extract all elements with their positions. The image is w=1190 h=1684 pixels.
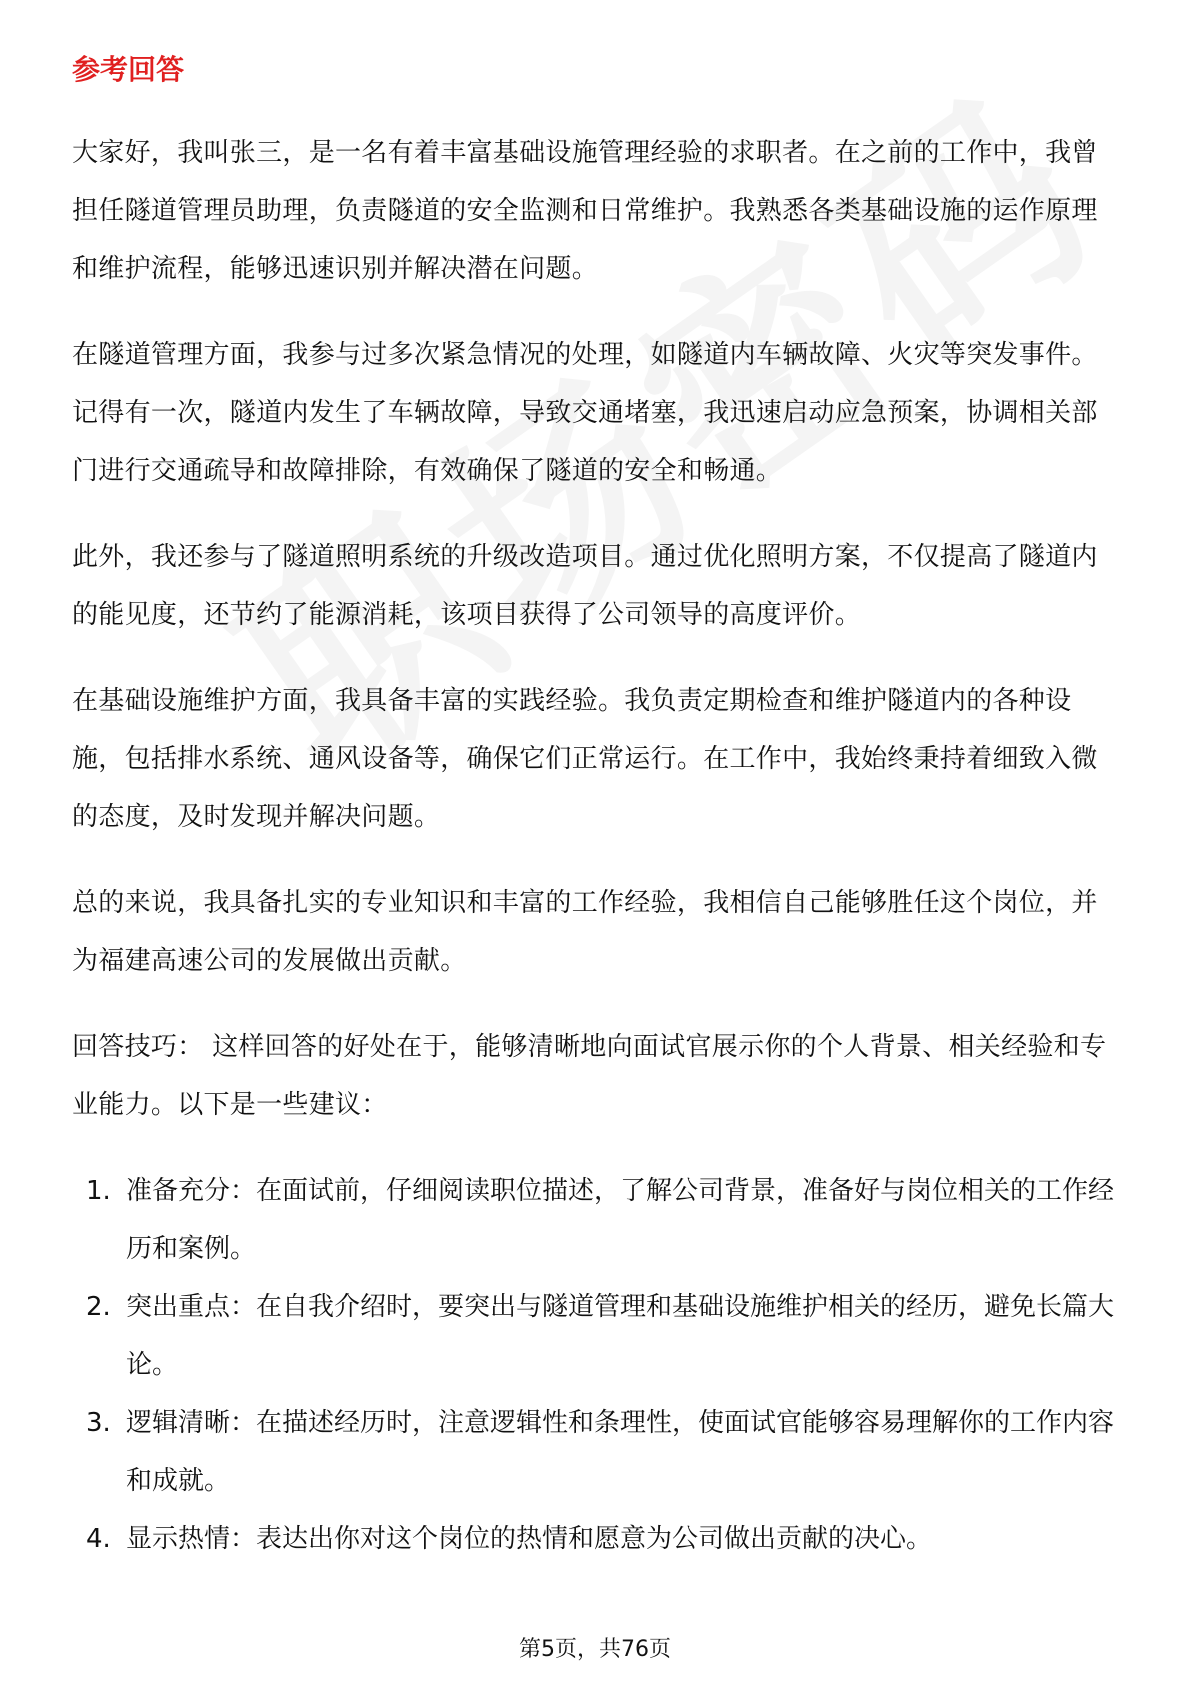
section-heading: 参考回答	[72, 53, 185, 86]
list-item	[72, 1510, 1122, 1568]
page-number-footer: 第5页，共76页	[519, 1637, 671, 1662]
list-item-number: 4.	[86, 1524, 111, 1554]
list-item	[72, 1394, 1122, 1510]
list-item-text: 显示热情：表达出你对这个岗位的热情和愿意为公司做出贡献的决心。	[126, 1524, 933, 1554]
paragraph-lighting-project: 此外，我还参与了隧道照明系统的升级改造项目。通过优化照明方案，不仅提高了隧道内的能见度，还节约了能源消耗，该项目获得了公司领导的高度评价。	[72, 542, 1098, 630]
list-item-text: 准备充分：在面试前，仔细阅读职位描述，了解公司背景，准备好与岗位相关的工作经历和案例。	[126, 1176, 1115, 1264]
paragraph-intro: 大家好，我叫张三，是一名有着丰富基础设施管理经验的求职者。在之前的工作中，我曾担任隧道管理员助理，负责隧道的安全监测和日常维护。我熟悉各类基础设施的运作原理和维护流程，能够迅速识别并解决潜在问题。	[72, 138, 1098, 284]
page-content	[72, 50, 1122, 1568]
list-item	[72, 1278, 1122, 1394]
list-item-number: 2.	[86, 1292, 111, 1322]
tips-list	[72, 1162, 1122, 1568]
list-item	[72, 1162, 1122, 1278]
list-item-text: 突出重点：在自我介绍时，要突出与隧道管理和基础设施维护相关的经历，避免长篇大论。	[126, 1292, 1115, 1380]
list-item-number: 3.	[86, 1408, 111, 1438]
paragraph-summary: 总的来说，我具备扎实的专业知识和丰富的工作经验，我相信自己能够胜任这个岗位，并为福建高速公司的发展做出贡献。	[72, 888, 1098, 976]
paragraph-answer-tips: 回答技巧： 这样回答的好处在于，能够清晰地向面试官展示你的个人背景、相关经验和专业能力。以下是一些建议：	[72, 1032, 1107, 1120]
paragraph-tunnel-management: 在隧道管理方面，我参与过多次紧急情况的处理，如隧道内车辆故障、火灾等突发事件。记得有一次，隧道内发生了车辆故障，导致交通堵塞，我迅速启动应急预案，协调相关部门进行交通疏导和故障排除，有效确保了隧道的安全和畅通。	[72, 340, 1098, 486]
list-item-number: 1.	[86, 1176, 111, 1206]
paragraph-maintenance: 在基础设施维护方面，我具备丰富的实践经验。我负责定期检查和维护隧道内的各种设施，包括排水系统、通风设备等，确保它们正常运行。在工作中，我始终秉持着细致入微的态度，及时发现并解决问题。	[72, 686, 1098, 832]
list-item-text: 逻辑清晰：在描述经历时，注意逻辑性和条理性，使面试官能够容易理解你的工作内容和成就。	[126, 1408, 1115, 1496]
